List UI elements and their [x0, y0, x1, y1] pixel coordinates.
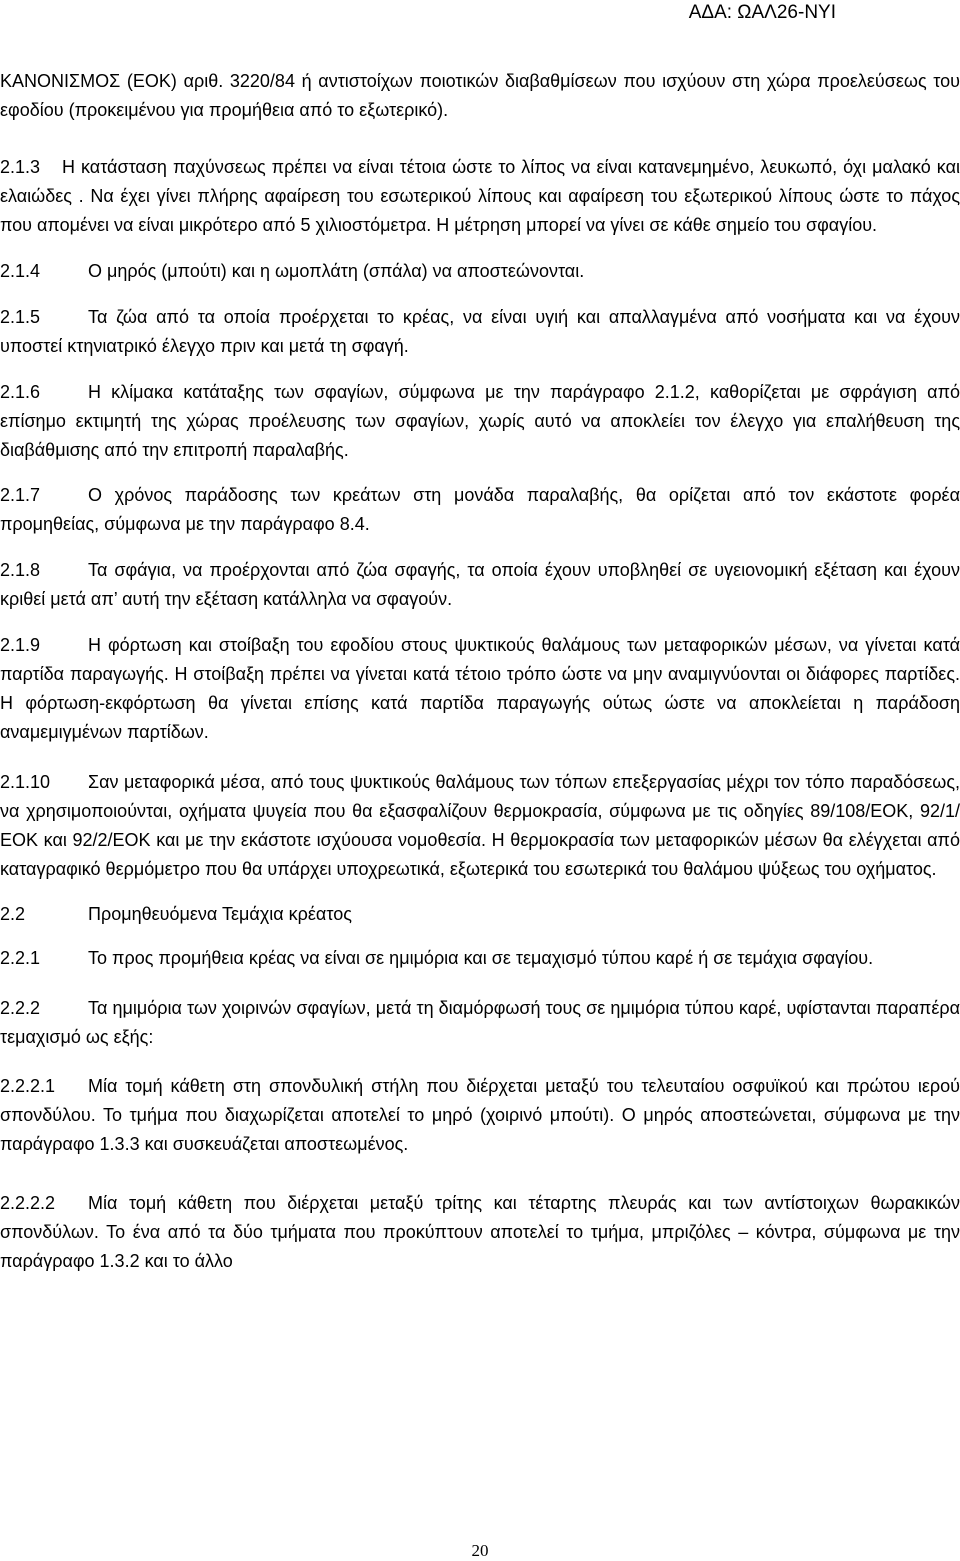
- paragraph-2-1-6: [0, 378, 960, 465]
- section-title: Προμηθευόμενα Τεμάχια κρέατος: [88, 904, 352, 924]
- paragraph-text: Η κατάσταση παχύνσεως πρέπει να είναι τέτοια ώστε το λίπος να είναι κατανεμημένο, λευκωπό, όχι μαλακό και ελαιώδες . Να έχει γίνει πλήρης αφαίρεση του εσωτερικού λίπους και αφαίρεση του εξωτερικού λίπους ώστε το πάχος που απομένει να είναι μικρότερο από 5 χιλιοστόμετρα. Η μέτρηση μπορεί να γίνει σε κάθε σημείο του σφαγίου.: [0, 157, 960, 235]
- document-body: [0, 67, 960, 1298]
- paragraph-text: Μία τομή κάθετη που διέρχεται μεταξύ τρίτης και τέταρτης πλευράς και των αντίστοιχων θωρακικών σπονδύλων. Το ένα από τα δύο τμήματα που προκύπτουν αποτελεί το τμήμα, μπριζόλες – κόντρα, σύμφωνα με την παράγραφο 1.3.2 και το άλλο: [0, 1193, 960, 1271]
- paragraph-2-1-7: [0, 481, 960, 539]
- paragraph-number: 2.1.7: [0, 485, 41, 505]
- paragraph-text: Η κλίμακα κατάταξης των σφαγίων, σύμφωνα με την παράγραφο 2.1.2, καθορίζεται με σφράγιση από επίσημο εκτιμητή της χώρας προέλευσης των σφαγίων, χωρίς αυτό να αποκλείει τον έλεγχο για επαλήθευση της διαβάθμισης από την επιτροπή παραλαβής.: [0, 382, 960, 460]
- paragraph-number: 2.2.2: [0, 998, 41, 1018]
- paragraph-2-1-8: [0, 556, 960, 614]
- paragraph-text: Ο χρόνος παράδοσης των κρεάτων στη μονάδα παραλαβής, θα ορίζεται από τον εκάστοτε φορέα προμηθείας, σύμφωνα με την παράγραφο 8.4.: [0, 485, 960, 534]
- paragraph-text: ΚΑΝΟΝΙΣΜΟΣ (ΕΟΚ) αριθ. 3220/84 ή αντιστοίχων ποιοτικών διαβαθμίσεων που ισχύουν στη χώρα προελεύσεως του εφοδίου (προκειμένου για προμήθεια από το εξωτερικό).: [0, 71, 960, 120]
- paragraph-text: Μία τομή κάθετη στη σπονδυλική στήλη που διέρχεται μεταξύ του τελευταίου οσφυϊκού και πρώτου ιερού σπονδύλου. Το τμήμα που διαχωρίζεται αποτελεί το μηρό (χοιρινό μπούτι). Ο μηρός αποστεώνεται, σύμφωνα με την παράγραφο 1.3.3 και συσκευάζεται αποστεωμένος.: [0, 1076, 960, 1154]
- paragraph-number: 2.1.3: [0, 157, 41, 177]
- paragraph-2-2-2: [0, 994, 960, 1052]
- paragraph-number: 2.1.9: [0, 635, 41, 655]
- paragraph-text: Τα ημιμόρια των χοιρινών σφαγίων, μετά τη διαμόρφωσή τους σε ημιμόρια τύπου καρέ, υφίστανται παραπέρα τεμαχισμό ως εξής:: [0, 998, 960, 1047]
- paragraph-2-1-3: [0, 153, 960, 240]
- paragraph-text: Το προς προμήθεια κρέας να είναι σε ημιμόρια και σε τεμαχισμό τύπου καρέ ή σε τεμάχια σφαγίου.: [88, 948, 874, 968]
- paragraph-number: 2.1.6: [0, 382, 41, 402]
- paragraph-number: 2.1.5: [0, 307, 41, 327]
- ada-code: ΑΔΑ: ΩΑΛ26-ΝΥΙ: [688, 2, 836, 23]
- paragraph-text: Σαν μεταφορικά μέσα, από τους ψυκτικούς θαλάμους των τόπων επεξεργασίας μέχρι τον τόπο παραδόσεως, να χρησιμοποιούνται, οχήματα ψυγεία που θα εξασφαλίζουν θερμοκρασία, σύμφωνα με τις οδηγίες 89/108/ΕΟΚ, 92/1/ΕΟΚ και 92/2/ΕΟΚ και με την εκάστοτε ισχύουσα νομοθεσία. Η θερμοκρασία των μεταφορικών μέσων θα ελέγχεται από καταγραφικό θερμόμετρο που θα υπάρχει υποχρεωτικά, εξωτερικά του εσωτερικά του θαλάμου ψύξεως του οχήματος.: [0, 772, 960, 879]
- section-heading-2-2: [0, 900, 960, 929]
- paragraph-number: 2.1.4: [0, 261, 41, 281]
- paragraph-2-1-5: [0, 303, 960, 361]
- paragraph-2-2-2-2: [0, 1189, 960, 1276]
- paragraph-2-1-4: [0, 257, 960, 286]
- page-number: 20: [471, 1541, 489, 1560]
- paragraph-text: Τα ζώα από τα οποία προέρχεται το κρέας, να είναι υγιή και απαλλαγμένα από νοσήματα και να έχουν υποστεί κτηνιατρικό έλεγχο πριν και μετά τη σφαγή.: [0, 307, 960, 356]
- paragraph-2-2-1: [0, 944, 960, 973]
- paragraph-number: 2.1.10: [0, 772, 51, 792]
- section-number: 2.2: [0, 904, 26, 924]
- paragraph-number: 2.2.2.2: [0, 1193, 56, 1213]
- paragraph-2-2-2-1: [0, 1072, 960, 1159]
- paragraph-2-1-10: [0, 768, 960, 884]
- paragraph-number: 2.2.2.1: [0, 1076, 56, 1096]
- paragraph-number: 2.1.8: [0, 560, 41, 580]
- paragraph-text: Ο μηρός (μπούτι) και η ωμοπλάτη (σπάλα) να αποστεώνονται.: [88, 261, 585, 281]
- paragraph-text: Τα σφάγια, να προέρχονται από ζώα σφαγής, τα οποία έχουν υποβληθεί σε υγειονομική εξέταση και έχουν κριθεί μετά απ’ αυτή την εξέταση κατάλληλα να σφαγούν.: [0, 560, 960, 609]
- paragraph-continuation: [0, 67, 960, 125]
- paragraph-text: Η φόρτωση και στοίβαξη του εφοδίου στους ψυκτικούς θαλάμους των μεταφορικών μέσων, να γίνεται κατά παρτίδα παραγωγής. Η στοίβαξη πρέπει να γίνεται κατά τέτοιο τρόπο ώστε να μην αναμιγνύονται οι διάφορες παρτίδες. Η φόρτωση-εκφόρτωση θα γίνεται επίσης κατά παρτίδα παραγωγής ούτως ώστε να αποκλείεται η παράδοση αναμεμιγμένων παρτίδων.: [0, 635, 960, 742]
- paragraph-number: 2.2.1: [0, 948, 41, 968]
- paragraph-2-1-9: [0, 631, 960, 747]
